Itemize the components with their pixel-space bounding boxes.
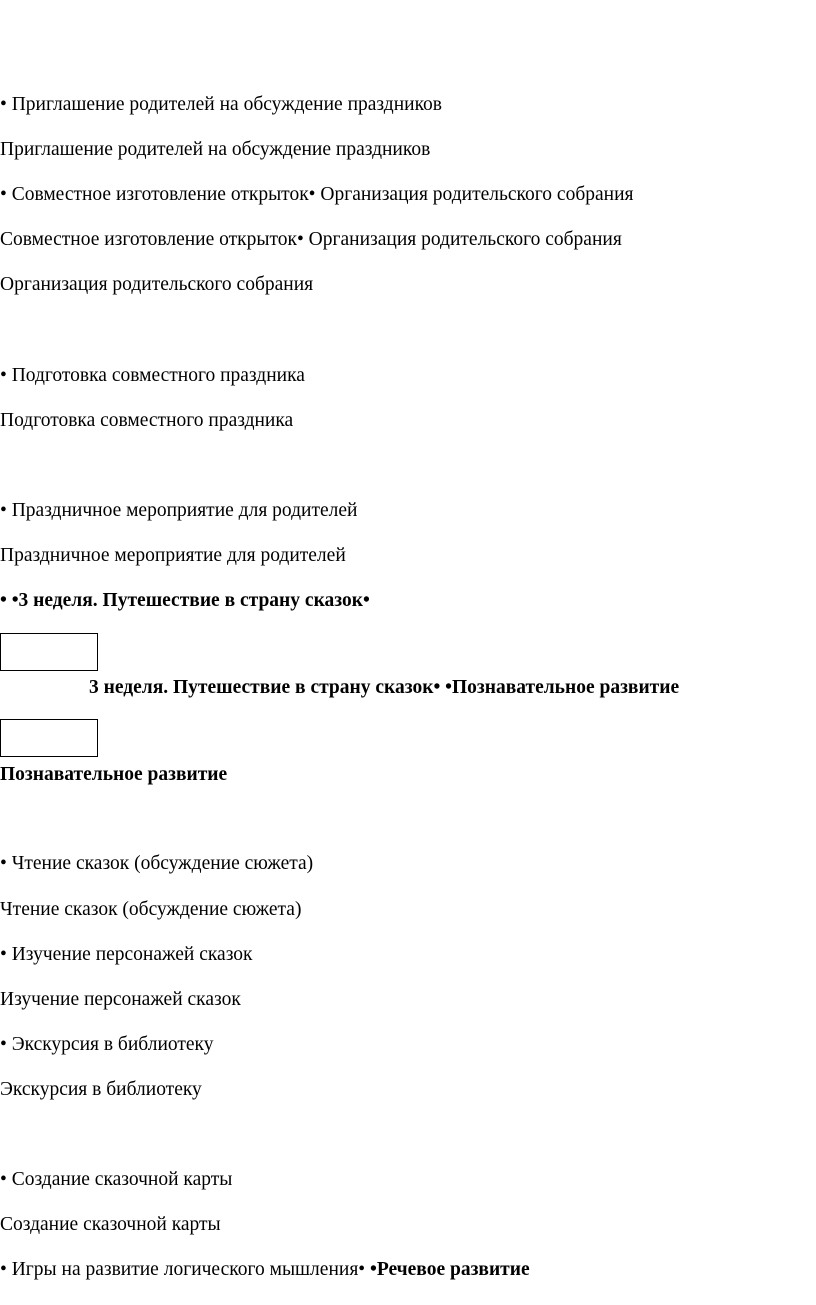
bullet-holiday-event: • Праздничное мероприятие для родителей bbox=[0, 500, 358, 521]
bullet-logic-games bbox=[0, 1258, 530, 1282]
speech-development-heading: •Речевое развитие bbox=[370, 1259, 530, 1280]
text-tale-characters: Изучение персонажей сказок bbox=[0, 989, 241, 1010]
bullet-library-trip: • Экскурсия в библиотеку bbox=[0, 1034, 214, 1055]
empty-table-cell bbox=[0, 719, 98, 757]
bullet-fairy-map: • Создание сказочной карты bbox=[0, 1169, 233, 1190]
text-holiday-event: Праздничное мероприятие для родителей bbox=[0, 545, 346, 566]
text-reading-tales: Чтение сказок (обсуждение сюжета) bbox=[0, 899, 302, 920]
bullet-cards-and-meeting: • Совместное изготовление открыток• Организация родительского собрания bbox=[0, 184, 634, 205]
text-parent-invitation: Приглашение родителей на обсуждение праздников bbox=[0, 139, 431, 160]
bullet-reading-tales: • Чтение сказок (обсуждение сюжета) bbox=[0, 853, 314, 874]
logic-games-text: • Игры на развитие логического мышления• bbox=[0, 1259, 370, 1280]
empty-table-cell bbox=[0, 633, 98, 671]
text-library-trip: Экскурсия в библиотеку bbox=[0, 1079, 202, 1100]
text-joint-holiday: Подготовка совместного праздника bbox=[0, 410, 294, 431]
text-fairy-map: Создание сказочной карты bbox=[0, 1214, 221, 1235]
cognitive-development-heading: Познавательное развитие bbox=[0, 764, 228, 785]
text-parent-meeting: Организация родительского собрания bbox=[0, 274, 314, 295]
bullet-week3-heading: • •3 неделя. Путешествие в страну сказок• bbox=[0, 590, 370, 611]
bullet-tale-characters: • Изучение персонажей сказок bbox=[0, 944, 253, 965]
bullet-joint-holiday: • Подготовка совместного праздника bbox=[0, 365, 305, 386]
week3-cognitive-heading: 3 неделя. Путешествие в страну сказок• •Познавательное развитие bbox=[89, 677, 680, 698]
bullet-parent-invitation: • Приглашение родителей на обсуждение праздников bbox=[0, 94, 443, 115]
text-cards-and-meeting: Совместное изготовление открыток• Организация родительского собрания bbox=[0, 229, 622, 250]
